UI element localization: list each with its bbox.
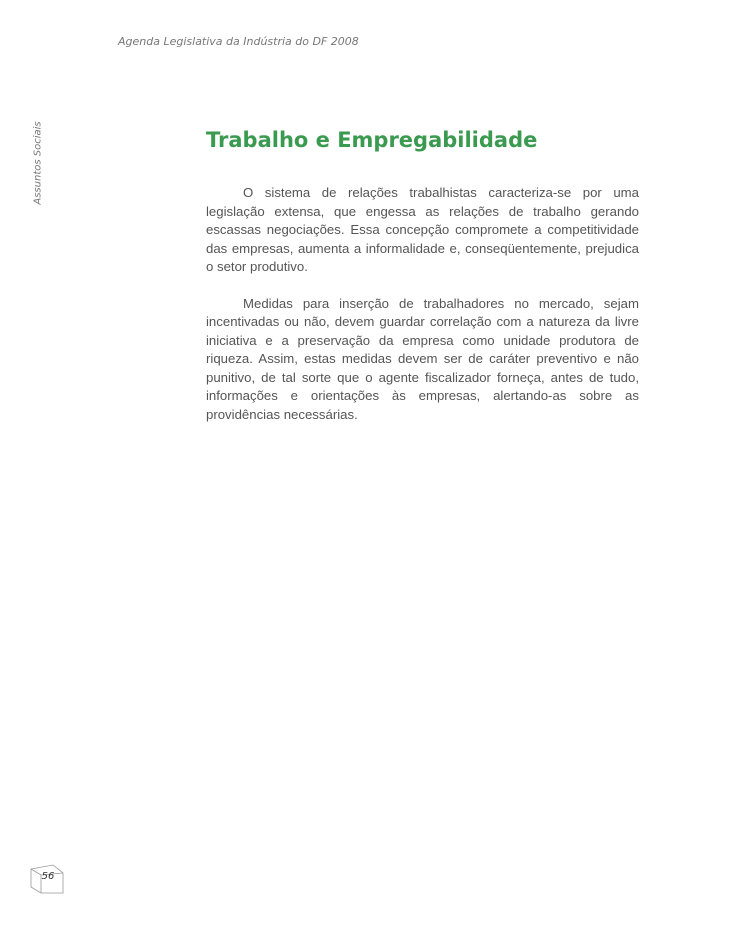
page-number-box xyxy=(29,863,63,893)
section-side-label: Assuntos Sociais xyxy=(32,121,44,205)
running-header: Agenda Legislativa da Indústria do DF 2008 xyxy=(118,35,359,48)
section-title: Trabalho e Empregabilidade xyxy=(206,128,538,152)
paragraph-2: Medidas para inserção de trabalhadores no mercado, sejam incentivadas ou não, devem guardar correlação com a natureza da livre iniciativa e a preservação da empresa como unidade produtora de riqueza. Assim, estas medidas devem ser de caráter preventivo e não punitivo, de tal sorte que o agente fiscalizador forneça, antes de tudo, informações e orientações às empresas, alertando-as sobre as providências necessárias. xyxy=(206,295,639,422)
paragraph-1: O sistema de relações trabalhistas caracteriza-se por uma legislação extensa, que engessa as relações de trabalho gerando escassas negociações. Essa concepção compromete a competitividade das empresas, aumenta a informalidade e, conseqüentemente, prejudica o setor produtivo. xyxy=(206,185,639,274)
page-number: 56 xyxy=(41,871,55,882)
article-content xyxy=(206,120,639,442)
